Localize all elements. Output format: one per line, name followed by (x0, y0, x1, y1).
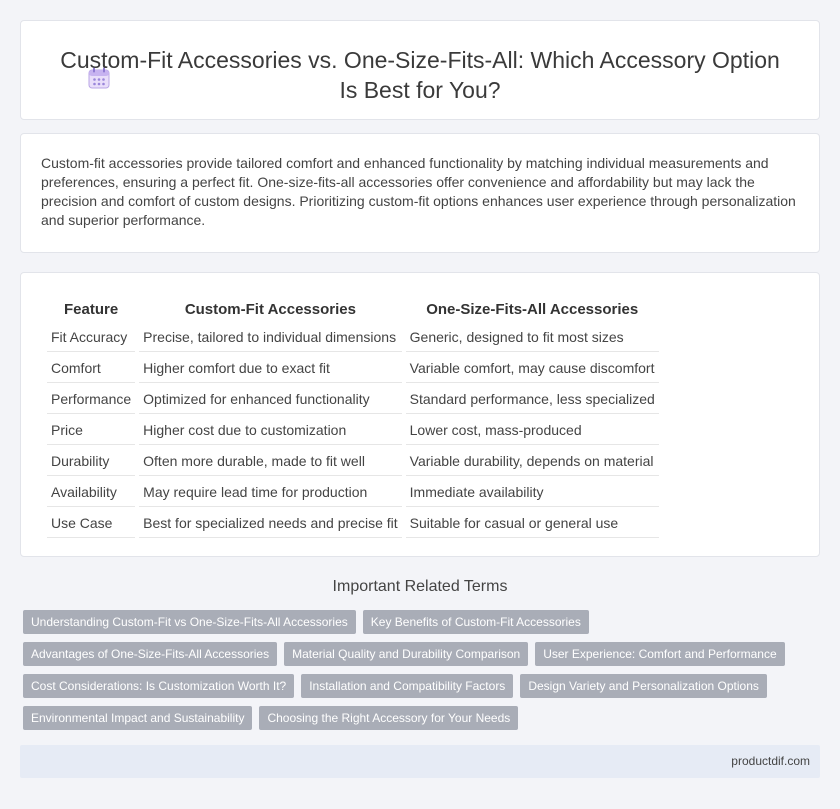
table-cell: Use Case (47, 509, 135, 538)
table-row (47, 509, 659, 538)
related-term-tag[interactable]: Understanding Custom-Fit vs One-Size-Fits-All Accessories (23, 610, 356, 634)
footer-site-link[interactable]: productdif.com (731, 754, 810, 768)
table-cell: Standard performance, less specialized (406, 385, 659, 414)
comparison-table (43, 295, 663, 540)
related-term-tag[interactable]: Cost Considerations: Is Customization Worth It? (23, 674, 294, 698)
related-term-tag[interactable]: Advantages of One-Size-Fits-All Accessories (23, 642, 277, 666)
table-cell: Durability (47, 447, 135, 476)
table-cell: Suitable for casual or general use (406, 509, 659, 538)
table-row (47, 323, 659, 352)
table-cell: Often more durable, made to fit well (139, 447, 401, 476)
footer (20, 745, 820, 778)
table-cell: Variable comfort, may cause discomfort (406, 354, 659, 383)
related-term-tag[interactable]: Design Variety and Personalization Options (520, 674, 767, 698)
table-row (47, 416, 659, 445)
tag-row (23, 642, 803, 666)
table-cell: Availability (47, 478, 135, 507)
header-card (20, 20, 820, 120)
table-row (47, 354, 659, 383)
header-one-size: One-Size-Fits-All Accessories (426, 300, 639, 318)
related-terms-title: Important Related Terms (332, 578, 508, 595)
table-cell: Performance (47, 385, 135, 414)
table-cell: Higher comfort due to exact fit (139, 354, 401, 383)
table-cell: May require lead time for production (139, 478, 401, 507)
related-term-tag[interactable]: Choosing the Right Accessory for Your Needs (259, 706, 518, 730)
tag-row (23, 674, 803, 698)
table-row (47, 478, 659, 507)
header-custom-fit: Custom-Fit Accessories (184, 300, 356, 318)
related-term-tag[interactable]: Installation and Compatibility Factors (301, 674, 513, 698)
table-cell: Lower cost, mass-produced (406, 416, 659, 445)
tag-row (23, 610, 803, 634)
table-cell: Price (47, 416, 135, 445)
table-cell: Precise, tailored to individual dimensions (139, 323, 401, 352)
related-term-tag[interactable]: Key Benefits of Custom-Fit Accessories (363, 610, 589, 634)
table-row (47, 447, 659, 476)
related-terms-list (23, 610, 803, 738)
summary-card (20, 133, 820, 253)
comparison-card (20, 272, 820, 557)
header-feature: Feature (63, 300, 119, 318)
table-row (47, 385, 659, 414)
table-cell: Higher cost due to customization (139, 416, 401, 445)
table-cell: Fit Accuracy (47, 323, 135, 352)
table-cell: Optimized for enhanced functionality (139, 385, 401, 414)
table-cell: Comfort (47, 354, 135, 383)
tag-row (23, 706, 803, 730)
table-header-row (47, 297, 659, 321)
page-title: Custom-Fit Accessories vs. One-Size-Fits-All: Which Accessory Option Is Best for You? (60, 47, 780, 103)
related-term-tag[interactable]: User Experience: Comfort and Performance (535, 642, 784, 666)
related-term-tag[interactable]: Environmental Impact and Sustainability (23, 706, 252, 730)
table-cell: Generic, designed to fit most sizes (406, 323, 659, 352)
related-term-tag[interactable]: Material Quality and Durability Comparison (284, 642, 528, 666)
table-cell: Best for specialized needs and precise fit (139, 509, 401, 538)
summary-text: Custom-fit accessories provide tailored comfort and enhanced functionality by matching individual measurements and preferences, ensuring a perfect fit. One-size-fits-all accessories offer convenience and affordability but may lack the precision and comfort of custom designs. Prioritizing custom-fit options enhances user experience through personalization and superior performance. (41, 155, 796, 228)
table-cell: Variable durability, depends on material (406, 447, 659, 476)
table-cell: Immediate availability (406, 478, 659, 507)
